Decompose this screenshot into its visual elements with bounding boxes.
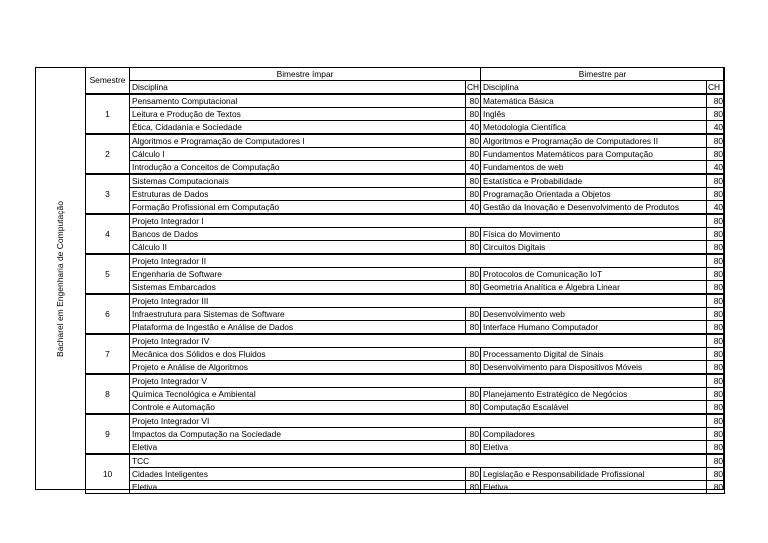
ch-par-header: CH [707, 81, 725, 95]
ch-impar-cell: 80 [466, 428, 481, 441]
disciplina-par-cell: Geometria Analítica e Álgebra Linear [481, 281, 707, 295]
disciplina-impar-cell: Estruturas de Dados [130, 188, 466, 201]
ch-impar-cell: 80 [466, 388, 481, 401]
disciplina-par-cell: Estatística e Probabilidade [481, 174, 707, 188]
project-cell: Projeto Integrador II [130, 254, 707, 268]
semester-number: 10 [86, 454, 130, 494]
ch-impar-cell: 80 [466, 441, 481, 455]
ch-impar-cell: 80 [466, 94, 481, 108]
ch-impar-cell: 80 [466, 281, 481, 295]
disciplina-impar-cell: Sistemas Computacionais [130, 174, 466, 188]
ch-impar-cell: 80 [466, 361, 481, 375]
disciplina-par-cell: Eletiva [481, 481, 707, 494]
curriculum-table [85, 67, 725, 494]
header-row-2 [86, 81, 725, 95]
ch-par-cell: 80 [707, 374, 725, 388]
ch-par-cell: 80 [707, 481, 725, 494]
semester-number: 3 [86, 174, 130, 214]
disciplina-impar-cell: Infraestrutura para Sistemas de Software [130, 308, 466, 321]
ch-impar-cell: 80 [466, 401, 481, 415]
ch-par-cell: 80 [707, 174, 725, 188]
disciplina-par-cell: Fundamentos Matemáticos para Computação [481, 148, 707, 161]
ch-par-cell: 80 [707, 294, 725, 308]
ch-par-cell: 80 [707, 348, 725, 361]
table-row [86, 161, 725, 175]
ch-impar-cell: 80 [466, 308, 481, 321]
disciplina-impar-cell: Pensamento Computacional [130, 94, 466, 108]
table-row [86, 481, 725, 494]
disciplina-par-cell: Inglês [481, 108, 707, 121]
bimestre-impar-header: Bimestre ímpar [130, 68, 481, 81]
ch-par-cell: 40 [707, 121, 725, 135]
disciplina-par-cell: Desenvolvimento web [481, 308, 707, 321]
disciplina-impar-cell: Engenharia de Software [130, 268, 466, 281]
ch-par-cell: 80 [707, 228, 725, 241]
disciplina-impar-cell: Sistemas Embarcados [130, 281, 466, 295]
ch-par-cell: 80 [707, 321, 725, 335]
table-row [86, 254, 725, 268]
project-cell: Projeto Integrador III [130, 294, 707, 308]
ch-par-cell: 80 [707, 454, 725, 468]
project-cell: Projeto Integrador IV [130, 334, 707, 348]
disciplina-impar-cell: Ética, Cidadania e Sociedade [130, 121, 466, 135]
table-row [86, 121, 725, 135]
table-row [86, 228, 725, 241]
disciplina-impar-cell: Impactos da Computação na Sociedade [130, 428, 466, 441]
disciplina-impar-cell: Eletiva [130, 441, 466, 455]
disciplina-impar-cell: Cálculo II [130, 241, 466, 255]
project-cell: Projeto Integrador I [130, 214, 707, 228]
disciplina-par-cell: Circuitos Digitais [481, 241, 707, 255]
disciplina-impar-cell: Leitura e Produção de Textos [130, 108, 466, 121]
table-row [86, 414, 725, 428]
table-row [86, 148, 725, 161]
disciplina-par-cell: Planejamento Estratégico de Negócios [481, 388, 707, 401]
disciplina-par-cell: Desenvolvimento para Dispositivos Móveis [481, 361, 707, 375]
semester-number: 6 [86, 294, 130, 334]
disciplina-impar-header: Disciplina [130, 81, 466, 95]
course-label-cell [35, 67, 85, 490]
table-row [86, 374, 725, 388]
ch-impar-cell: 80 [466, 148, 481, 161]
disciplina-impar-cell: Projeto e Análise de Algoritmos [130, 361, 466, 375]
table-row [86, 468, 725, 481]
ch-impar-cell: 80 [466, 188, 481, 201]
ch-par-cell: 80 [707, 108, 725, 121]
disciplina-impar-cell: Controle e Automação [130, 401, 466, 415]
disciplina-impar-cell: Algoritmos e Programação de Computadores I [130, 134, 466, 148]
disciplina-par-cell: Algoritmos e Programação de Computadores II [481, 134, 707, 148]
ch-impar-cell: 80 [466, 321, 481, 335]
ch-impar-cell: 80 [466, 348, 481, 361]
ch-par-cell: 80 [707, 414, 725, 428]
ch-par-cell: 80 [707, 468, 725, 481]
ch-par-cell: 80 [707, 188, 725, 201]
ch-impar-cell: 80 [466, 241, 481, 255]
ch-impar-cell: 80 [466, 174, 481, 188]
ch-par-cell: 80 [707, 148, 725, 161]
ch-par-cell: 80 [707, 388, 725, 401]
ch-impar-cell: 40 [466, 161, 481, 175]
ch-par-cell: 80 [707, 134, 725, 148]
ch-par-cell: 80 [707, 401, 725, 415]
disciplina-par-cell: Matemática Básica [481, 94, 707, 108]
semester-number: 4 [86, 214, 130, 254]
disciplina-impar-cell: Bancos de Dados [130, 228, 466, 241]
ch-impar-cell: 80 [466, 134, 481, 148]
ch-par-cell: 40 [707, 201, 725, 215]
disciplina-par-cell: Eletiva [481, 441, 707, 455]
semester-number: 2 [86, 134, 130, 174]
table-row [86, 294, 725, 308]
table-row [86, 188, 725, 201]
table-row [86, 308, 725, 321]
semester-number: 7 [86, 334, 130, 374]
table-row [86, 321, 725, 335]
semester-number: 5 [86, 254, 130, 294]
disciplina-par-header: Disciplina [481, 81, 707, 95]
semestre-header: Semestre [86, 68, 130, 95]
ch-par-cell: 80 [707, 441, 725, 455]
header-row-1 [86, 68, 725, 81]
semester-number: 9 [86, 414, 130, 454]
table-row [86, 214, 725, 228]
ch-par-cell: 80 [707, 334, 725, 348]
disciplina-par-cell: Programação Orientada a Objetos [481, 188, 707, 201]
table-row [86, 281, 725, 295]
ch-par-cell: 80 [707, 268, 725, 281]
disciplina-par-cell: Interface Humano Computador [481, 321, 707, 335]
table-row [86, 401, 725, 415]
disciplina-impar-cell: Plataforma de Ingestão e Análise de Dados [130, 321, 466, 335]
semester-number: 1 [86, 94, 130, 134]
disciplina-impar-cell: Cidades Inteligentes [130, 468, 466, 481]
disciplina-par-cell: Compiladores [481, 428, 707, 441]
disciplina-par-cell: Metodologia Científica [481, 121, 707, 135]
disciplina-impar-cell: Química Tecnológica e Ambiental [130, 388, 466, 401]
table-row [86, 268, 725, 281]
ch-impar-cell: 80 [466, 481, 481, 494]
project-cell: Projeto Integrador VI [130, 414, 707, 428]
table-row [86, 134, 725, 148]
ch-par-cell: 80 [707, 254, 725, 268]
disciplina-impar-cell: Eletiva [130, 481, 466, 494]
ch-impar-cell: 80 [466, 228, 481, 241]
ch-impar-header: CH [466, 81, 481, 95]
disciplina-par-cell: Protocolos de Comunicação IoT [481, 268, 707, 281]
ch-par-cell: 80 [707, 308, 725, 321]
ch-impar-cell: 40 [466, 201, 481, 215]
ch-par-cell: 80 [707, 94, 725, 108]
ch-par-cell: 80 [707, 214, 725, 228]
table-row [86, 108, 725, 121]
table-row [86, 174, 725, 188]
table-row [86, 454, 725, 468]
course-label: Bacharel em Engenharia de Computação [55, 200, 65, 357]
project-cell: Projeto Integrador V [130, 374, 707, 388]
table-row [86, 241, 725, 255]
disciplina-par-cell: Processamento Digital de Sinais [481, 348, 707, 361]
project-cell: TCC [130, 454, 707, 468]
table-row [86, 201, 725, 215]
ch-impar-cell: 40 [466, 121, 481, 135]
ch-par-cell: 80 [707, 361, 725, 375]
bimestre-par-header: Bimestre par [481, 68, 725, 81]
table-row [86, 334, 725, 348]
table-row [86, 441, 725, 455]
semester-number: 8 [86, 374, 130, 414]
disciplina-impar-cell: Mecânica dos Sólidos e dos Fluidos [130, 348, 466, 361]
disciplina-impar-cell: Formação Profissional em Computação [130, 201, 466, 215]
disciplina-par-cell: Computação Escalável [481, 401, 707, 415]
ch-impar-cell: 80 [466, 468, 481, 481]
table-row [86, 94, 725, 108]
disciplina-impar-cell: Introdução a Conceitos de Computação [130, 161, 466, 175]
table-row [86, 361, 725, 375]
ch-par-cell: 40 [707, 161, 725, 175]
disciplina-impar-cell: Cálculo I [130, 148, 466, 161]
ch-par-cell: 80 [707, 428, 725, 441]
ch-impar-cell: 80 [466, 108, 481, 121]
ch-par-cell: 80 [707, 241, 725, 255]
ch-par-cell: 80 [707, 281, 725, 295]
ch-impar-cell: 80 [466, 268, 481, 281]
disciplina-par-cell: Gestão da Inovação e Desenvolvimento de Produtos [481, 201, 707, 215]
disciplina-par-cell: Legislação e Responsabilidade Profissional [481, 468, 707, 481]
table-row [86, 388, 725, 401]
disciplina-par-cell: Fundamentos de web [481, 161, 707, 175]
disciplina-par-cell: Física do Movimento [481, 228, 707, 241]
table-row [86, 428, 725, 441]
table-row [86, 348, 725, 361]
